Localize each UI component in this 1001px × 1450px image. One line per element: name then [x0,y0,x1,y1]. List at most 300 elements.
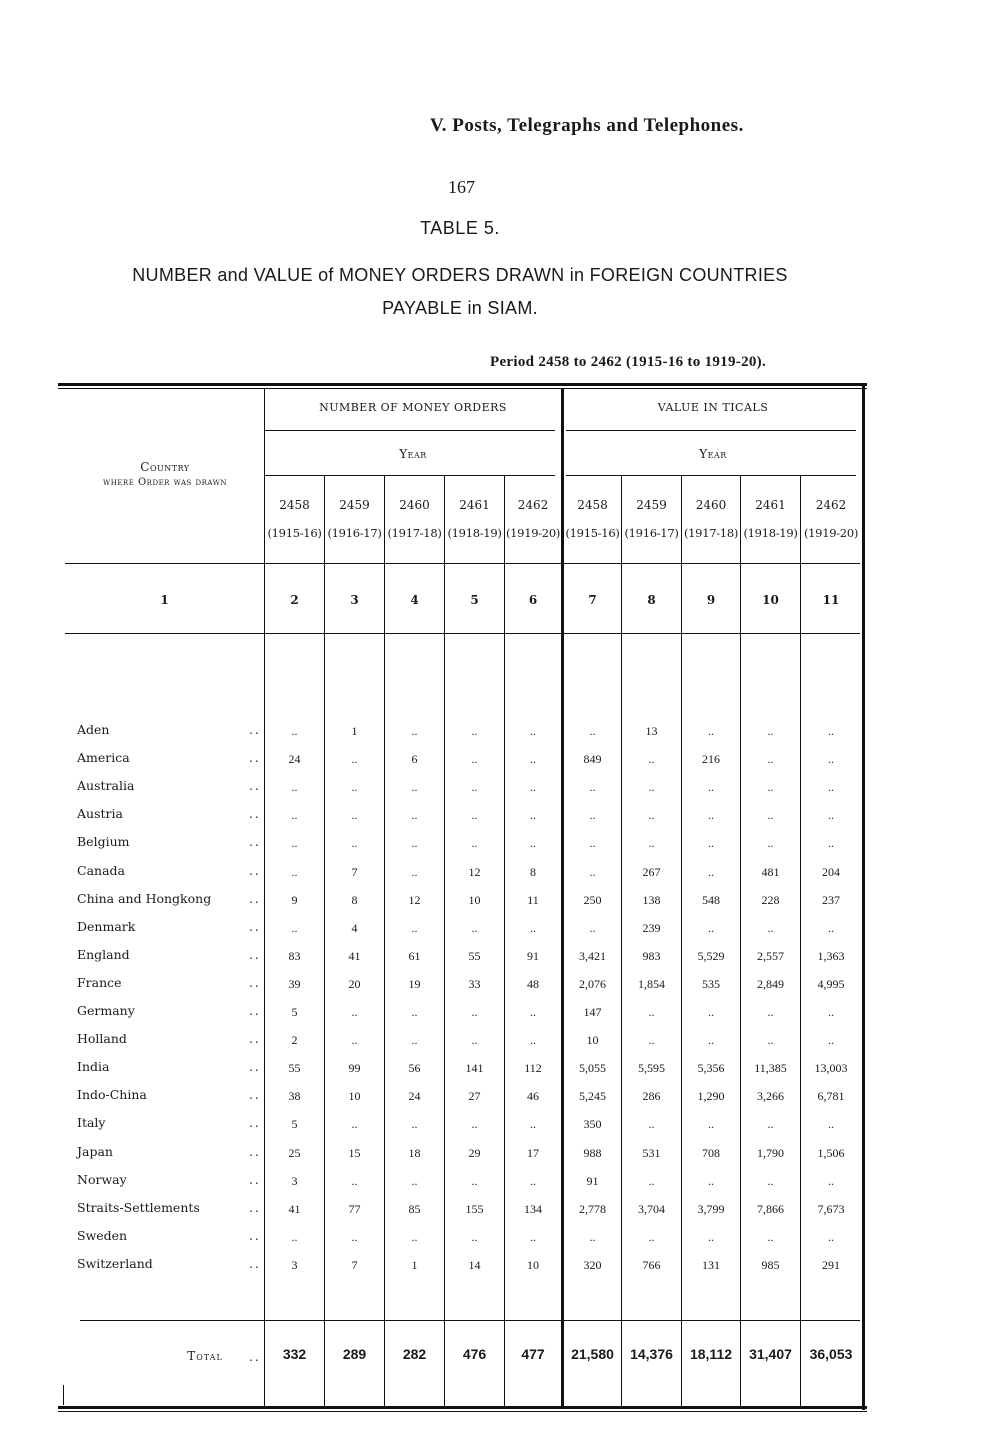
year-cell: 2462 [517,498,549,512]
country-header-line-2: where Order was drawn [103,477,227,488]
table-cell: 3,704 [638,1202,665,1216]
table-cell: 3,799 [697,1202,725,1216]
table-cell: 7 [351,865,358,879]
table-cell: 3 [291,1174,298,1188]
country-name: Italy [77,1115,106,1130]
table-cell: 38 [288,1089,301,1103]
table-cell: 849 [583,752,602,766]
country-name: Indo-China [77,1087,147,1102]
leader-dots: .. [249,1173,261,1187]
table-cell: 250 [583,893,602,907]
table-cell: .. [828,1033,834,1047]
table-cell: .. [291,836,298,850]
column-number-cell: 7 [588,593,597,607]
table-cell: 4,995 [817,977,845,991]
table-cell: .. [767,1174,774,1188]
table-cell: .. [471,1117,478,1131]
country-name: Japan [77,1144,113,1159]
table-cell: 5,356 [697,1061,725,1075]
table-cell: 988 [583,1146,602,1160]
table-cell: .. [351,1174,358,1188]
table-cell: .. [708,808,714,822]
table-cell: .. [708,1117,714,1131]
table-cell: .. [648,836,655,850]
column-number-cell: 6 [528,593,538,607]
table-cell: 24 [408,1089,421,1103]
table-cell: .. [530,1230,536,1244]
country-header [65,459,265,491]
table-cell: .. [767,1005,774,1019]
table-cell: 19 [408,977,421,991]
table-cell: .. [471,836,478,850]
table-cell: 25 [288,1146,301,1160]
column-number-cell: 10 [762,593,779,607]
year-range-cell: (1918-19) [447,526,502,540]
table-cell: 5,245 [579,1089,606,1103]
leader-dots: .. [249,807,261,821]
table-bottom-border [58,1406,867,1409]
table-cell: 27 [468,1089,481,1103]
table-cell: 56 [408,1061,421,1075]
table-cell: .. [530,1174,536,1188]
table-cell: .. [828,780,834,794]
country-name: Denmark [77,919,136,934]
leader-dots: .. [249,835,261,849]
table-cell: .. [767,808,774,822]
table-cell: 320 [583,1258,602,1272]
year-header: Year [699,447,727,461]
table-cell: .. [589,1230,596,1244]
table-cell: 18 [408,1146,421,1160]
table-cell: .. [291,921,298,935]
column-number-cell: 9 [706,593,716,607]
table-cell: .. [828,1005,834,1019]
table-cell: .. [767,1230,774,1244]
table-cell: 39 [288,977,301,991]
table-cell: 535 [702,977,720,991]
table-cell: .. [351,1117,358,1131]
table-cell: 11 [527,893,539,907]
table-cell: 1,790 [757,1146,784,1160]
table-cell: .. [530,1033,536,1047]
table-cell: 99 [348,1061,361,1075]
country-name: Belgium [77,834,130,849]
country-name: China and Hongkong [77,891,212,906]
year-cell: 2460 [399,498,430,512]
table-cell: .. [530,724,536,738]
column-number-cell: 5 [470,593,479,607]
table-cell: .. [767,724,774,738]
table-cell: 267 [642,865,661,879]
table-cell: .. [648,808,655,822]
leader-dots: .. [249,864,261,878]
country-name: Germany [77,1003,135,1018]
table-cell: .. [828,1230,834,1244]
table-cell: 134 [524,1202,542,1216]
year-cell: 2460 [695,498,727,512]
column-number-cell: 11 [822,593,840,607]
table-cell: 85 [408,1202,421,1216]
table-cell: 24 [288,752,301,766]
table-cell: .. [411,836,418,850]
table-cell: 55 [288,1061,301,1075]
country-name: India [77,1059,110,1074]
year-cell: 2461 [459,498,490,512]
table-cell: .. [648,1117,655,1131]
table-cell: .. [351,752,358,766]
table-cell: 155 [465,1202,484,1216]
table-cell: .. [351,808,358,822]
total-cell: 14,376 [630,1346,673,1362]
table-cell: 228 [761,893,780,907]
group-divider [265,430,555,431]
table-cell: .. [828,921,834,935]
leader-dots: .. [249,1229,261,1243]
table-cell: .. [828,1174,834,1188]
table-cell: 2 [291,1033,298,1047]
table-cell: 48 [527,977,539,991]
leader-dots: .. [249,779,261,793]
table-cell: 77 [348,1202,361,1216]
total-cell: 477 [521,1346,545,1362]
table-cell: 13,003 [814,1061,848,1075]
title-line-2: PAYABLE in SIAM. [382,298,538,318]
table-cell: .. [648,1230,655,1244]
table-cell: 216 [702,752,720,766]
table-cell: .. [471,808,478,822]
table-cell: 1,506 [817,1146,845,1160]
table-cell: 4 [351,921,358,935]
number-group-header: NUMBER OF MONEY ORDERS [319,401,507,414]
table-cell: .. [411,1005,418,1019]
table-cell: .. [828,752,834,766]
table-cell: 7 [351,1258,358,1272]
table-top-border [58,383,867,386]
table-cell: 112 [524,1061,542,1075]
year-range-cell: (1915-16) [565,526,620,540]
year-cell: 2459 [339,498,370,512]
year-range-cell: (1916-17) [327,526,382,540]
leader-dots: .. [249,920,261,934]
table-cell: .. [411,1033,418,1047]
table-cell: .. [351,780,358,794]
table-cell: 1,290 [697,1089,725,1103]
table-cell: .. [767,836,774,850]
table-cell: .. [708,865,714,879]
table-cell: 983 [642,949,661,963]
table-cell: 8 [530,865,536,879]
table-cell: 204 [822,865,840,879]
table-cell: 6,781 [817,1089,845,1103]
table-cell: .. [767,921,774,935]
table-cell: 531 [642,1146,661,1160]
table-cell: .. [351,836,358,850]
table-cell: .. [411,921,418,935]
page-number: 167 [448,177,475,197]
table-cell: 5,055 [579,1061,606,1075]
table-cell: 41 [288,1202,301,1216]
table-cell: 5 [291,1117,298,1131]
year-range-cell: (1919-20) [505,526,561,540]
table-cell: .. [530,1117,536,1131]
table-cell: 548 [702,893,720,907]
table-cell: 1,854 [638,977,665,991]
table-cell: 61 [408,949,421,963]
total-cell: 282 [402,1346,427,1362]
year-range-cell: (1919-20) [803,526,859,540]
table-cell: .. [767,752,774,766]
table-cell: 91 [586,1174,599,1188]
table-cell: .. [828,836,834,850]
table-cell: .. [351,1033,358,1047]
total-cell: 36,053 [809,1346,853,1362]
leader-dots: .. [249,948,261,962]
table-cell: 147 [583,1005,602,1019]
table-cell: .. [411,865,418,879]
table-cell: 46 [527,1089,539,1103]
leader-dots: .. [249,1201,261,1215]
table-title [0,259,920,325]
table-cell: 141 [465,1061,484,1075]
column-number-cell: 8 [647,593,656,607]
table-left-border [63,1385,64,1405]
table-cell: 11,385 [754,1061,787,1075]
total-rule [80,1320,860,1321]
table-cell: .. [708,1005,714,1019]
table-cell: .. [530,780,536,794]
table-cell: 15 [348,1146,361,1160]
table-cell: .. [530,1005,536,1019]
year-divider [566,475,856,476]
year-cell: 2458 [577,498,608,512]
table-cell: 1 [411,1258,418,1272]
year-cell: 2459 [636,498,667,512]
column-number-cell: 2 [290,593,299,607]
country-name: America [77,750,130,765]
table-cell: 291 [822,1258,840,1272]
value-group-header: VALUE IN TICALS [657,401,769,414]
table-cell: .. [291,865,298,879]
table-cell: .. [471,752,478,766]
table-cell: .. [589,724,596,738]
table-cell: .. [708,921,714,935]
table-cell: .. [471,1174,478,1188]
year-cell: 2461 [755,498,786,512]
table-cell: .. [708,1033,714,1047]
table-cell: .. [291,1230,298,1244]
table-cell: .. [589,808,596,822]
table-cell: .. [828,724,834,738]
year-range-cell: (1916-17) [624,526,679,540]
table-cell: .. [648,780,655,794]
table-cell: 2,076 [579,977,606,991]
column-number-cell: 4 [410,593,419,607]
table-cell: 3,266 [757,1089,784,1103]
table-cell: .. [767,780,774,794]
table-cell: .. [589,921,596,935]
table-bottom-border-inner [58,1411,867,1412]
table-cell: 10 [348,1089,361,1103]
table-cell: 83 [288,949,301,963]
year-header: Year [399,447,427,461]
table-cell: .. [471,1230,478,1244]
table-cell: .. [828,808,834,822]
table-cell: 12 [468,865,481,879]
table-cell: .. [411,1230,418,1244]
table-cell: .. [708,1174,714,1188]
year-range-cell: (1917-18) [387,526,442,540]
total-cell: 31,407 [749,1346,792,1362]
total-cell: 21,580 [571,1346,614,1362]
country-name: Austria [77,806,123,821]
table-cell: 708 [702,1146,720,1160]
year-cell: 2462 [815,498,847,512]
table-cell: 9 [291,893,298,907]
leader-dots: .. [249,1032,261,1046]
table-cell: .. [530,921,536,935]
table-cell: .. [648,1033,655,1047]
leader-dots: .. [249,723,261,737]
table-cell: 7,673 [817,1202,845,1216]
table-cell: 766 [642,1258,661,1272]
table-cell: 7,866 [757,1202,784,1216]
title-line-1: NUMBER and VALUE of MONEY ORDERS DRAWN in FOREIGN COUNTRIES [132,265,788,285]
table-cell: 5,595 [638,1061,665,1075]
table-cell: .. [708,836,714,850]
table-cell: .. [471,724,478,738]
total-cell: 18,112 [689,1346,733,1362]
table-cell: .. [471,780,478,794]
table-cell: .. [530,836,536,850]
leader-dots: .. [249,1116,261,1130]
country-header-line-1: Country [140,460,190,474]
table-cell: 14 [468,1258,481,1272]
table-cell: 3 [291,1258,298,1272]
table-cell: 131 [702,1258,720,1272]
country-name: Canada [77,863,125,878]
table-cell: .. [411,808,418,822]
year-range-cell: (1915-16) [267,526,322,540]
table-cell: .. [291,780,298,794]
leader-dots: .. [249,976,261,990]
country-name: Straits-Settlements [77,1200,200,1215]
leader-dots: .. [249,1350,261,1364]
table-cell: 350 [583,1117,602,1131]
table-cell: .. [589,780,596,794]
table-cell: 237 [822,893,840,907]
country-name: Norway [77,1172,127,1187]
table-cell: 1,363 [817,949,845,963]
country-name: France [77,975,122,990]
table-cell: 2,849 [757,977,784,991]
table-cell: .. [530,752,536,766]
table-cell: .. [471,1005,478,1019]
total-cell: 332 [282,1346,307,1362]
country-name: Aden [77,722,110,737]
total-label: Total [187,1349,223,1363]
year-range-cell: (1917-18) [683,526,739,540]
table-cell: .. [708,724,714,738]
table-cell: 33 [468,977,481,991]
table-cell: 481 [761,865,780,879]
table-cell: 985 [761,1258,780,1272]
country-name: Switzerland [77,1256,153,1271]
table-cell: .. [708,1230,714,1244]
leader-dots: .. [249,892,261,906]
table-cell: 10 [527,1258,539,1272]
leader-dots: .. [249,1145,261,1159]
year-range-cell: (1918-19) [743,526,798,540]
leader-dots: .. [249,1060,261,1074]
leader-dots: .. [249,751,261,765]
table-cell: 3,421 [579,949,606,963]
total-cell: 476 [462,1346,487,1362]
table-cell: .. [411,1174,418,1188]
table-cell: .. [471,1033,478,1047]
table-cell: 10 [586,1033,599,1047]
table-top-border-inner [58,388,867,389]
table-cell: 8 [351,893,358,907]
leader-dots: .. [249,1257,261,1271]
column-number-cell: 3 [350,593,359,607]
table-cell: .. [767,1033,774,1047]
table-cell: .. [291,808,298,822]
table-cell: .. [708,780,714,794]
table-cell: .. [351,1005,358,1019]
table-cell: 29 [468,1146,481,1160]
total-cell: 289 [342,1346,367,1362]
table-cell: .. [471,921,478,935]
table-cell: 17 [527,1146,539,1160]
table-cell: 138 [642,893,661,907]
country-name: Australia [77,778,135,793]
year-divider [265,475,555,476]
table-cell: 91 [527,949,539,963]
table-cell: .. [291,724,298,738]
table-cell: .. [828,1117,834,1131]
table-cell: .. [648,752,655,766]
table-cell: .. [411,1117,418,1131]
table-cell: 1 [351,724,358,738]
table-cell: .. [530,808,536,822]
table-cell: .. [648,1005,655,1019]
table-cell: 13 [645,724,658,738]
year-cell: 2458 [279,498,310,512]
table-cell: 2,557 [757,949,784,963]
table-cell: 6 [411,752,418,766]
table-cell: 41 [348,949,361,963]
table-cell: 239 [642,921,661,935]
table-cell: 12 [408,893,421,907]
table-cell: 55 [468,949,481,963]
table-cell: .. [411,724,418,738]
table-cell: 5,529 [697,949,725,963]
leader-dots: .. [249,1004,261,1018]
table-cell: 5 [291,1005,298,1019]
country-name: Sweden [77,1228,128,1243]
group-divider [566,430,856,431]
period-label: Period 2458 to 2462 (1915-16 to 1919-20). [490,354,767,370]
section-title: V. Posts, Telegraphs and Telephones. [430,115,744,136]
table-cell: .. [411,780,418,794]
table-cell: .. [351,1230,358,1244]
table-label: TABLE 5. [420,218,500,238]
table-cell: 20 [348,977,361,991]
table-cell: 10 [468,893,481,907]
column-number-cell: 1 [160,593,169,607]
table-cell: 2,778 [579,1202,606,1216]
country-name: Holland [77,1031,127,1046]
